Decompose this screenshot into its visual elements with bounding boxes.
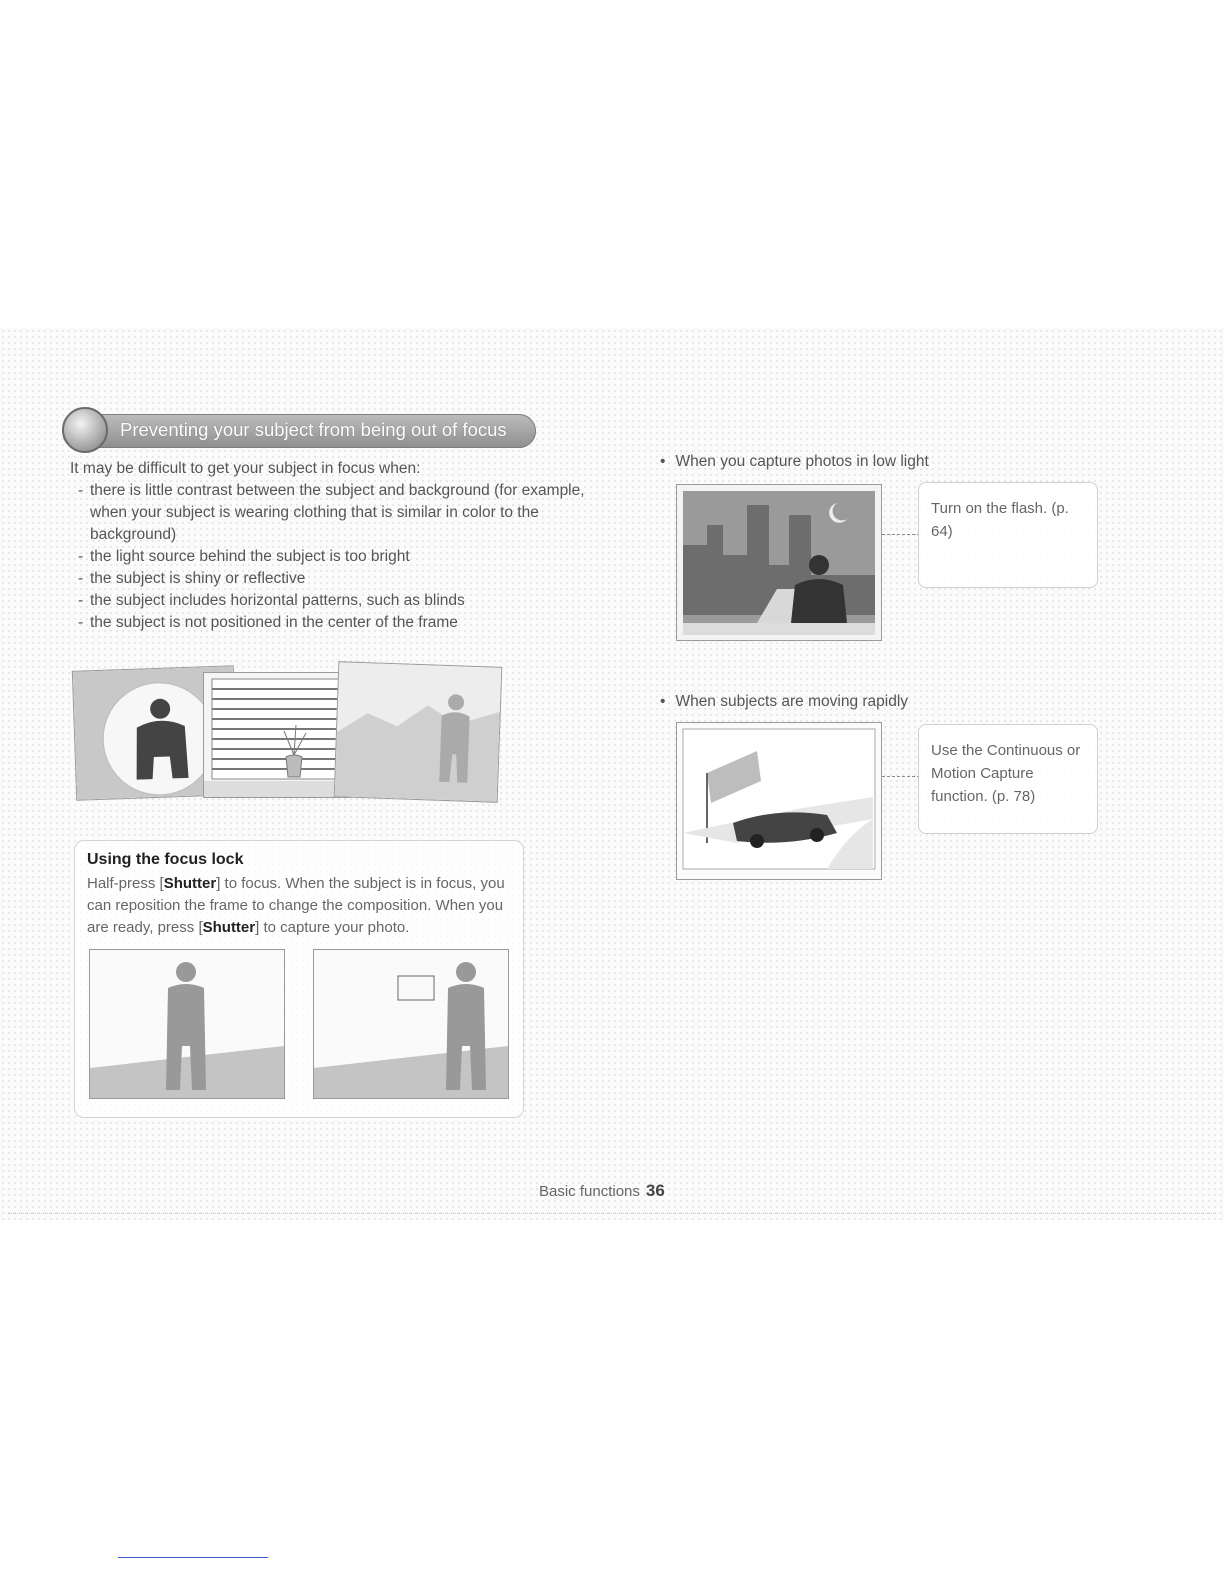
- focus-target-icon: [62, 407, 108, 453]
- focus-lock-text: [87, 873, 517, 939]
- list-item: - the light source behind the subject is too bright: [78, 546, 590, 568]
- focus-lock-title: Using the focus lock: [87, 851, 244, 868]
- bullet-icon: •: [660, 453, 666, 470]
- focus-lock-step1-illustration: [89, 949, 285, 1099]
- shutter-key-label: Shutter: [163, 875, 217, 892]
- focus-lock-text-part: ] to capture your photo.: [255, 919, 410, 936]
- low-light-tip-callout: [918, 482, 1098, 588]
- low-contrast-illustration: [334, 661, 503, 803]
- focus-lock-step2-svg: [314, 950, 508, 1098]
- page-footer: [539, 1181, 665, 1201]
- moving-connector: [882, 776, 920, 777]
- moving-heading-text: When subjects are moving rapidly: [675, 693, 909, 710]
- list-item: - the subject includes horizontal patterns, such as blinds: [78, 590, 590, 612]
- focus-lock-text-part: ] to focus. When the subject is in focus, you can reposition the frame to change the composition. When you are ready, press [: [87, 875, 505, 936]
- blinds-svg: [204, 673, 350, 797]
- intro-text: [70, 458, 590, 634]
- low-contrast-svg: [335, 662, 502, 802]
- shutter-key-label: Shutter: [202, 919, 256, 936]
- moving-heading: [660, 693, 908, 711]
- low-light-heading-text: When you capture photos in low light: [675, 453, 929, 470]
- moving-tip-callout: [918, 724, 1098, 834]
- low-light-illustration: [676, 484, 882, 641]
- low-light-tip-text: Turn on the flash. (p. 64): [931, 500, 1069, 540]
- section-banner: [68, 414, 536, 448]
- list-item: - there is little contrast between the subject and background (for example, when your subject is wearing clothing that is similar in color to the background): [78, 480, 590, 546]
- bottom-rule: [118, 1557, 268, 1558]
- list-item: - the subject is not positioned in the center of the frame: [78, 612, 590, 634]
- condition-list: [70, 480, 590, 634]
- focus-lock-text-part: Half-press [: [87, 875, 164, 892]
- moving-tip-text: Use the Continuous or Motion Capture function. (p. 78): [931, 742, 1081, 805]
- focus-lock-box: [74, 840, 524, 1118]
- list-item: - the subject is shiny or reflective: [78, 568, 590, 590]
- bullet-icon: •: [660, 693, 666, 710]
- footer-section: Basic functions: [539, 1183, 640, 1200]
- page-number: 36: [645, 1181, 665, 1200]
- low-light-heading: [660, 453, 929, 471]
- low-light-connector: [882, 534, 920, 535]
- moving-subject-illustration: [676, 722, 882, 880]
- section-title: Preventing your subject from being out of focus: [120, 419, 507, 440]
- intro-lead: It may be difficult to get your subject in focus when:: [70, 460, 421, 477]
- focus-lock-step2-illustration: [313, 949, 509, 1099]
- blinds-illustration: [203, 672, 351, 798]
- low-light-svg: [677, 485, 881, 640]
- focus-lock-step1-svg: [90, 950, 284, 1098]
- moving-subject-svg: [677, 723, 881, 879]
